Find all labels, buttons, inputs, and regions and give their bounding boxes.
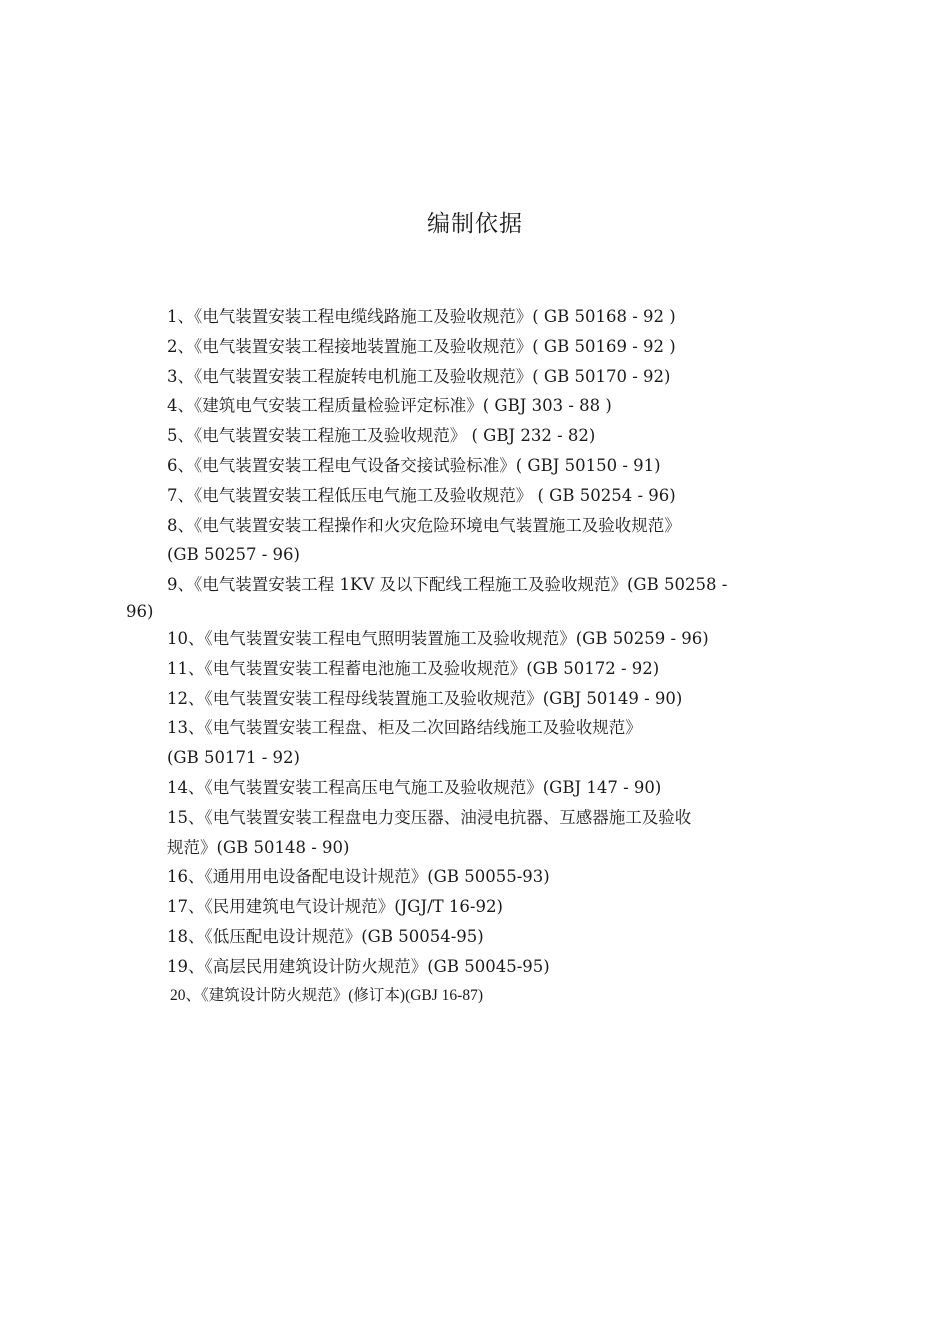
reference-item-20: 20、《建筑设计防火规范》(修订本)(GBJ 16-87) (170, 986, 483, 1004)
reference-item-10: 10、《电气装置安装工程电气照明装置施工及验收规范》(GB 50259 - 96) (167, 628, 709, 648)
reference-item-15: 15、《电气装置安装工程盘电力变压器、油浸电抗器、互感器施工及验收 (167, 807, 692, 827)
reference-item-1: 1、《电气装置安装工程电缆线路施工及验收规范》( GB 50168 - 92 ) (167, 307, 676, 326)
reference-item-8: 8、《电气装置安装工程操作和火灾危险环境电气装置施工及验收规范》 (167, 515, 681, 535)
reference-item-12: 12、《电气装置安装工程母线装置施工及验收规范》(GBJ 50149 - 90) (167, 688, 683, 708)
reference-item-15-continued: 规范》(GB 50148 - 90) (167, 837, 350, 857)
page-title: 编制依据 (427, 211, 523, 237)
reference-item-16: 16、《通用用电设备配电设计规范》(GB 50055-93) (167, 867, 550, 887)
reference-list (0, 302, 950, 1010)
reference-item-9-continued: 96) (126, 601, 154, 621)
reference-item-14: 14、《电气装置安装工程高压电气施工及验收规范》(GBJ 147 - 90) (167, 777, 662, 797)
reference-item-6: 6、《电气装置安装工程电气设备交接试验标准》( GBJ 50150 - 91) (167, 455, 661, 475)
reference-item-3: 3、《电气装置安装工程旋转电机施工及验收规范》( GB 50170 - 92) (167, 366, 671, 386)
reference-item-11: 11、《电气装置安装工程蓄电池施工及验收规范》(GB 50172 - 92) (167, 658, 660, 678)
reference-item-19: 19、《高层民用建筑设计防火规范》(GB 50045-95) (167, 956, 550, 976)
reference-item-17: 17、《民用建筑电气设计规范》(JGJ/T 16-92) (167, 897, 503, 917)
reference-item-4: 4、《建筑电气安装工程质量检验评定标准》( GBJ 303 - 88 ) (167, 396, 612, 416)
reference-item-13: 13、《电气装置安装工程盘、柜及二次回路结线施工及验收规范》 (167, 718, 642, 738)
reference-item-8-continued: (GB 50257 - 96) (167, 545, 300, 565)
reference-item-7: 7、《电气装置安装工程低压电气施工及验收规范》 ( GB 50254 - 96) (167, 485, 676, 505)
reference-item-5: 5、《电气装置安装工程施工及验收规范》 ( GBJ 232 - 82) (167, 426, 596, 446)
reference-item-18: 18、《低压配电设计规范》(GB 50054-95) (167, 926, 484, 946)
reference-item-9: 9、《电气装置安装工程 1KV 及以下配线工程施工及验收规范》(GB 50258 - (167, 575, 728, 595)
reference-item-13-continued: (GB 50171 - 92) (167, 748, 300, 768)
reference-item-2: 2、《电气装置安装工程接地装置施工及验收规范》( GB 50169 - 92 ) (167, 336, 676, 356)
